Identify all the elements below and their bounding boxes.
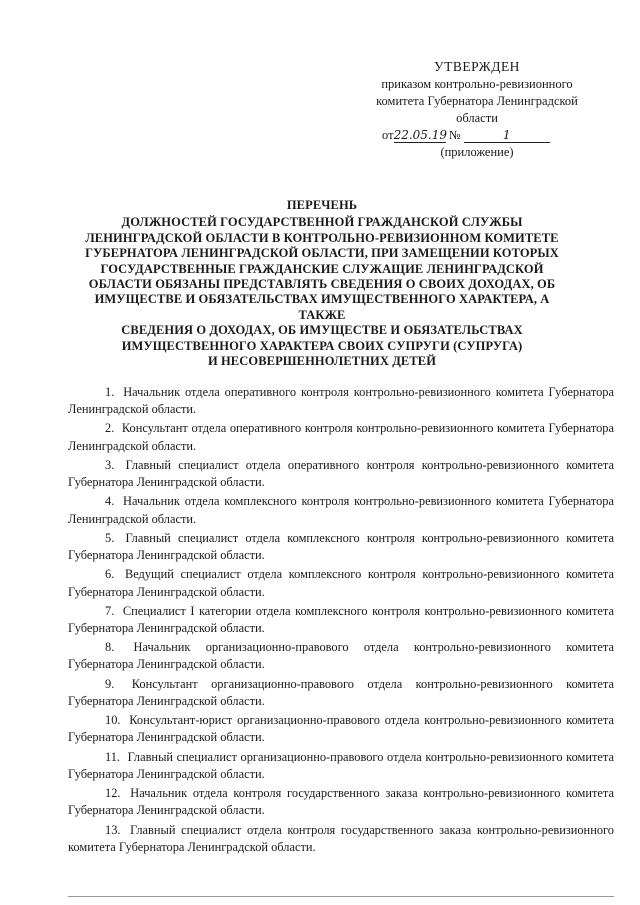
item-number: 10. [105, 713, 121, 728]
list-item [68, 384, 614, 418]
item-text: Главный специалист отдела комплексного контроля контрольно-ревизионного комитета Губернатора Ленинградской области. [68, 530, 614, 563]
title-line: ДОЛЖНОСТЕЙ ГОСУДАРСТВЕННОЙ ГРАЖДАНСКОЙ СЛУЖБЫ [121, 215, 523, 230]
list-item [68, 639, 614, 673]
list-item [68, 566, 614, 600]
handwritten-date: 22.05.19 [393, 128, 447, 142]
approval-stamp-block [352, 58, 602, 161]
appendix-label: (приложение) [440, 145, 514, 159]
item-text: Консультант организационно-правового отдела контрольно-ревизионного комитета Губернатора Ленинградской области. [68, 676, 614, 708]
list-item [68, 712, 614, 746]
list-item [68, 785, 614, 819]
item-number: 3. [105, 457, 115, 472]
item-text: Главный специалист отдела оперативного контроля контрольно-ревизионного комитета Губернатора Ленинградской области. [68, 457, 614, 490]
list-item [68, 822, 614, 856]
list-item [68, 457, 614, 491]
item-number: 12. [105, 786, 121, 801]
item-number: 1. [105, 385, 115, 399]
document-title [78, 198, 566, 369]
title-line: И НЕСОВЕРШЕННОЛЕТНИХ ДЕТЕЙ [207, 354, 437, 369]
list-item [68, 749, 614, 783]
title-line: ОБЛАСТИ ОБЯЗАНЫ ПРЕДСТАВЛЯТЬ СВЕДЕНИЯ О СВОИХ ДОХОДАХ, ОБ [88, 277, 556, 292]
title-line: ГОСУДАРСТВЕННЫЕ ГРАЖДАНСКИЕ СЛУЖАЩИЕ ЛЕНИНГРАДСКОЙ [100, 261, 544, 276]
approval-line-1: приказом контрольно-ревизионного [381, 77, 573, 91]
list-item [68, 603, 614, 637]
title-line: СВЕДЕНИЯ О ДОХОДАХ, ОБ ИМУЩЕСТВЕ И ОБЯЗАТЕЛЬСТВАХ [121, 323, 523, 338]
list-item [68, 676, 614, 710]
item-number: 5. [105, 530, 115, 545]
title-word: ПЕРЕЧЕНЬ [286, 198, 358, 212]
approval-line-2: комитета Губернатора Ленинградской [376, 94, 578, 108]
item-text: Начальник отдела контроля государственного заказа контрольно-ревизионного комитета Губернатора Ленинградской области. [68, 786, 614, 818]
item-number: 13. [105, 822, 121, 837]
item-number: 11. [105, 749, 121, 764]
handwritten-number: 1 [464, 128, 550, 143]
number-prefix: № [448, 128, 461, 142]
title-line: ИМУЩЕСТВЕННОГО ХАРАКТЕРА СВОИХ СУПРУГИ (СУПРУГА) [121, 338, 523, 353]
list-item [68, 530, 614, 564]
item-number: 4. [105, 494, 115, 509]
item-number: 6. [105, 567, 115, 582]
approval-line-3: области [456, 111, 498, 125]
title-line: ЛЕНИНГРАДСКОЙ ОБЛАСТИ В КОНТРОЛЬНО-РЕВИЗИОННОМ КОМИТЕТЕ [85, 230, 559, 245]
approval-date-line [352, 127, 602, 144]
item-text: Главный специалист отдела контроля государственного заказа контрольно-ревизионного комитета Губернатора Ленинградской области. [68, 822, 614, 854]
item-number: 2. [105, 421, 115, 436]
page-bottom-rule [68, 896, 614, 897]
item-number: 8. [105, 640, 115, 655]
item-text: Начальник организационно-правового отдела контрольно-ревизионного комитета Губернатора Ленинградской области. [68, 640, 614, 672]
list-item [68, 420, 614, 454]
item-number: 9. [105, 676, 115, 691]
list-item [68, 493, 614, 527]
approval-heading: УТВЕРЖДЕН [434, 59, 520, 74]
title-line: ИМУЩЕСТВЕ И ОБЯЗАТЕЛЬСТВАХ ИМУЩЕСТВЕННОГО ХАРАКТЕРА, А ТАКЖЕ [94, 292, 550, 322]
item-text: Специалист I категории отдела комплексного контроля контрольно-ревизионного комитета Губернатора Ленинградской области. [68, 603, 614, 635]
item-text: Начальник отдела комплексного контроля контрольно-ревизионного комитета Губернатора Ленинградской области. [68, 494, 614, 526]
item-text: Начальник отдела оперативного контроля контрольно-ревизионного комитета Губернатора Ленинградской области. [68, 385, 614, 417]
item-text: Консультант-юрист организационно-правового отдела контрольно-ревизионного комитета Губернатора Ленинградской области. [68, 713, 614, 745]
item-text: Консультант отдела оперативного контроля контрольно-ревизионного комитета Губернатора Ленинградской области. [68, 421, 614, 453]
item-number: 7. [105, 603, 115, 618]
item-text: Ведущий специалист отдела комплексного контроля контрольно-ревизионного комитета Губернатора Ленинградской области. [68, 567, 614, 599]
title-line: ГУБЕРНАТОРА ЛЕНИНГРАДСКОЙ ОБЛАСТИ, ПРИ ЗАМЕЩЕНИИ КОТОРЫХ [85, 246, 559, 261]
date-prefix: от [382, 128, 394, 142]
item-text: Главный специалист организационно-правового отдела контрольно-ревизионного комитета Губернатора Ленинградской области. [68, 749, 614, 781]
positions-list [68, 384, 614, 858]
